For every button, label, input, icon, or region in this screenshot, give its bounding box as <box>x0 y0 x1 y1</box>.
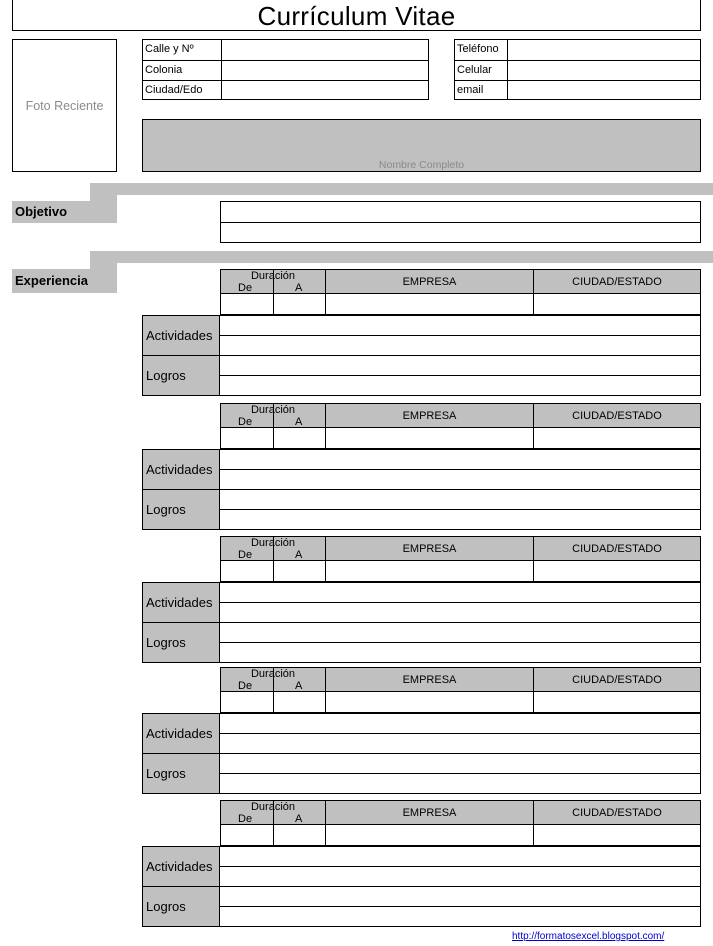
from-field[interactable] <box>221 561 273 581</box>
address-row-city <box>143 80 428 100</box>
mobile-label: Celular <box>457 64 492 76</box>
to-label: A <box>295 813 303 825</box>
from-field[interactable] <box>221 825 273 845</box>
company-field[interactable] <box>325 561 533 581</box>
achievements-label: Logros <box>143 490 220 529</box>
page-title: Currículum Vitae <box>12 0 701 31</box>
to-field[interactable] <box>273 294 325 314</box>
email-label: email <box>457 84 484 96</box>
objective-divider <box>90 183 713 195</box>
experience-entry <box>142 800 701 928</box>
city-state-header: CIUDAD/ESTADO <box>533 537 700 561</box>
address-row-colony <box>143 60 428 80</box>
mobile-field[interactable] <box>507 61 700 80</box>
from-label: De <box>238 680 253 692</box>
activities-row[interactable] <box>142 582 701 623</box>
experience-divider <box>90 251 713 263</box>
achievements-row[interactable] <box>142 753 701 794</box>
from-field[interactable] <box>221 294 273 314</box>
company-field[interactable] <box>325 825 533 845</box>
activities-line <box>220 866 700 867</box>
experience-entry <box>142 269 701 397</box>
city-state-field[interactable] <box>533 692 700 712</box>
duration-label: Duración <box>250 270 296 282</box>
contact-block <box>454 39 701 100</box>
from-label: De <box>238 416 253 428</box>
activities-row[interactable] <box>142 315 701 356</box>
city-state-header: CIUDAD/ESTADO <box>533 668 700 692</box>
company-header: EMPRESA <box>325 537 533 561</box>
achievements-label: Logros <box>143 623 220 662</box>
contact-row-phone <box>455 40 700 60</box>
colony-field[interactable] <box>221 61 428 80</box>
address-row-street <box>143 40 428 60</box>
company-header: EMPRESA <box>325 801 533 825</box>
objective-divider-tab <box>90 183 117 201</box>
experience-header <box>220 269 701 315</box>
achievements-row[interactable] <box>142 622 701 663</box>
from-label: De <box>238 282 253 294</box>
address-block <box>142 39 429 100</box>
objective-line[interactable] <box>221 222 700 242</box>
experience-entry <box>142 667 701 795</box>
full-name-placeholder: Nombre Completo <box>378 159 465 171</box>
colony-label: Colonia <box>145 64 183 76</box>
duration-label: Duración <box>250 801 296 813</box>
phone-field[interactable] <box>507 40 700 60</box>
activities-line <box>220 469 700 470</box>
achievements-label: Logros <box>143 356 220 395</box>
from-field[interactable] <box>221 692 273 712</box>
email-field[interactable] <box>507 81 700 100</box>
city-field[interactable] <box>221 81 428 100</box>
objective-line[interactable] <box>221 202 700 222</box>
duration-label: Duración <box>250 404 296 416</box>
from-label: De <box>238 549 253 561</box>
to-field[interactable] <box>273 561 325 581</box>
to-label: A <box>295 416 303 428</box>
achievements-row[interactable] <box>142 489 701 530</box>
activities-line <box>220 335 700 336</box>
activities-label: Actividades <box>143 450 220 489</box>
activities-label: Actividades <box>143 583 220 622</box>
achievements-line <box>220 509 700 510</box>
photo-placeholder[interactable] <box>12 39 117 172</box>
company-header: EMPRESA <box>325 668 533 692</box>
experience-header <box>220 403 701 449</box>
to-field[interactable] <box>273 825 325 845</box>
city-state-field[interactable] <box>533 825 700 845</box>
street-field[interactable] <box>221 40 428 60</box>
phone-label: Teléfono <box>457 43 499 55</box>
activities-label: Actividades <box>143 316 220 355</box>
achievements-line <box>220 375 700 376</box>
duration-label: Duración <box>250 668 296 680</box>
experience-divider-tab <box>90 251 117 269</box>
city-state-header: CIUDAD/ESTADO <box>533 404 700 428</box>
activities-row[interactable] <box>142 713 701 754</box>
company-header: EMPRESA <box>325 404 533 428</box>
contact-row-email <box>455 80 700 100</box>
company-field[interactable] <box>325 428 533 448</box>
to-field[interactable] <box>273 692 325 712</box>
company-header: EMPRESA <box>325 270 533 294</box>
experience-label: Experiencia <box>12 269 117 293</box>
photo-label: Foto Reciente <box>25 98 104 113</box>
activities-line <box>220 602 700 603</box>
activities-label: Actividades <box>143 714 220 753</box>
objective-label: Objetivo <box>12 201 117 223</box>
city-state-header: CIUDAD/ESTADO <box>533 801 700 825</box>
company-field[interactable] <box>325 294 533 314</box>
to-label: A <box>295 282 303 294</box>
city-state-header: CIUDAD/ESTADO <box>533 270 700 294</box>
achievements-row[interactable] <box>142 355 701 396</box>
achievements-line <box>220 642 700 643</box>
city-state-field[interactable] <box>533 428 700 448</box>
city-state-field[interactable] <box>533 294 700 314</box>
achievements-label: Logros <box>143 754 220 793</box>
experience-entry <box>142 403 701 531</box>
achievements-line <box>220 906 700 907</box>
achievements-row[interactable] <box>142 886 701 927</box>
activities-row[interactable] <box>142 449 701 490</box>
experience-entry <box>142 536 701 664</box>
from-field[interactable] <box>221 428 273 448</box>
to-field[interactable] <box>273 428 325 448</box>
achievements-line <box>220 773 700 774</box>
from-label: De <box>238 813 253 825</box>
objective-field[interactable] <box>220 201 701 243</box>
experience-header <box>220 800 701 846</box>
activities-row[interactable] <box>142 846 701 887</box>
street-label: Calle y Nº <box>145 43 194 55</box>
contact-row-mobile <box>455 60 700 80</box>
company-field[interactable] <box>325 692 533 712</box>
achievements-label: Logros <box>143 887 220 926</box>
city-state-field[interactable] <box>533 561 700 581</box>
city-label: Ciudad/Edo <box>145 84 203 96</box>
to-label: A <box>295 549 303 561</box>
footer-link[interactable]: http://formatosexcel.blogspot.com/ <box>512 931 665 942</box>
duration-label: Duración <box>250 537 296 549</box>
experience-header <box>220 667 701 713</box>
to-label: A <box>295 680 303 692</box>
experience-header <box>220 536 701 582</box>
full-name-field[interactable] <box>142 119 701 172</box>
activities-label: Actividades <box>143 847 220 886</box>
activities-line <box>220 733 700 734</box>
